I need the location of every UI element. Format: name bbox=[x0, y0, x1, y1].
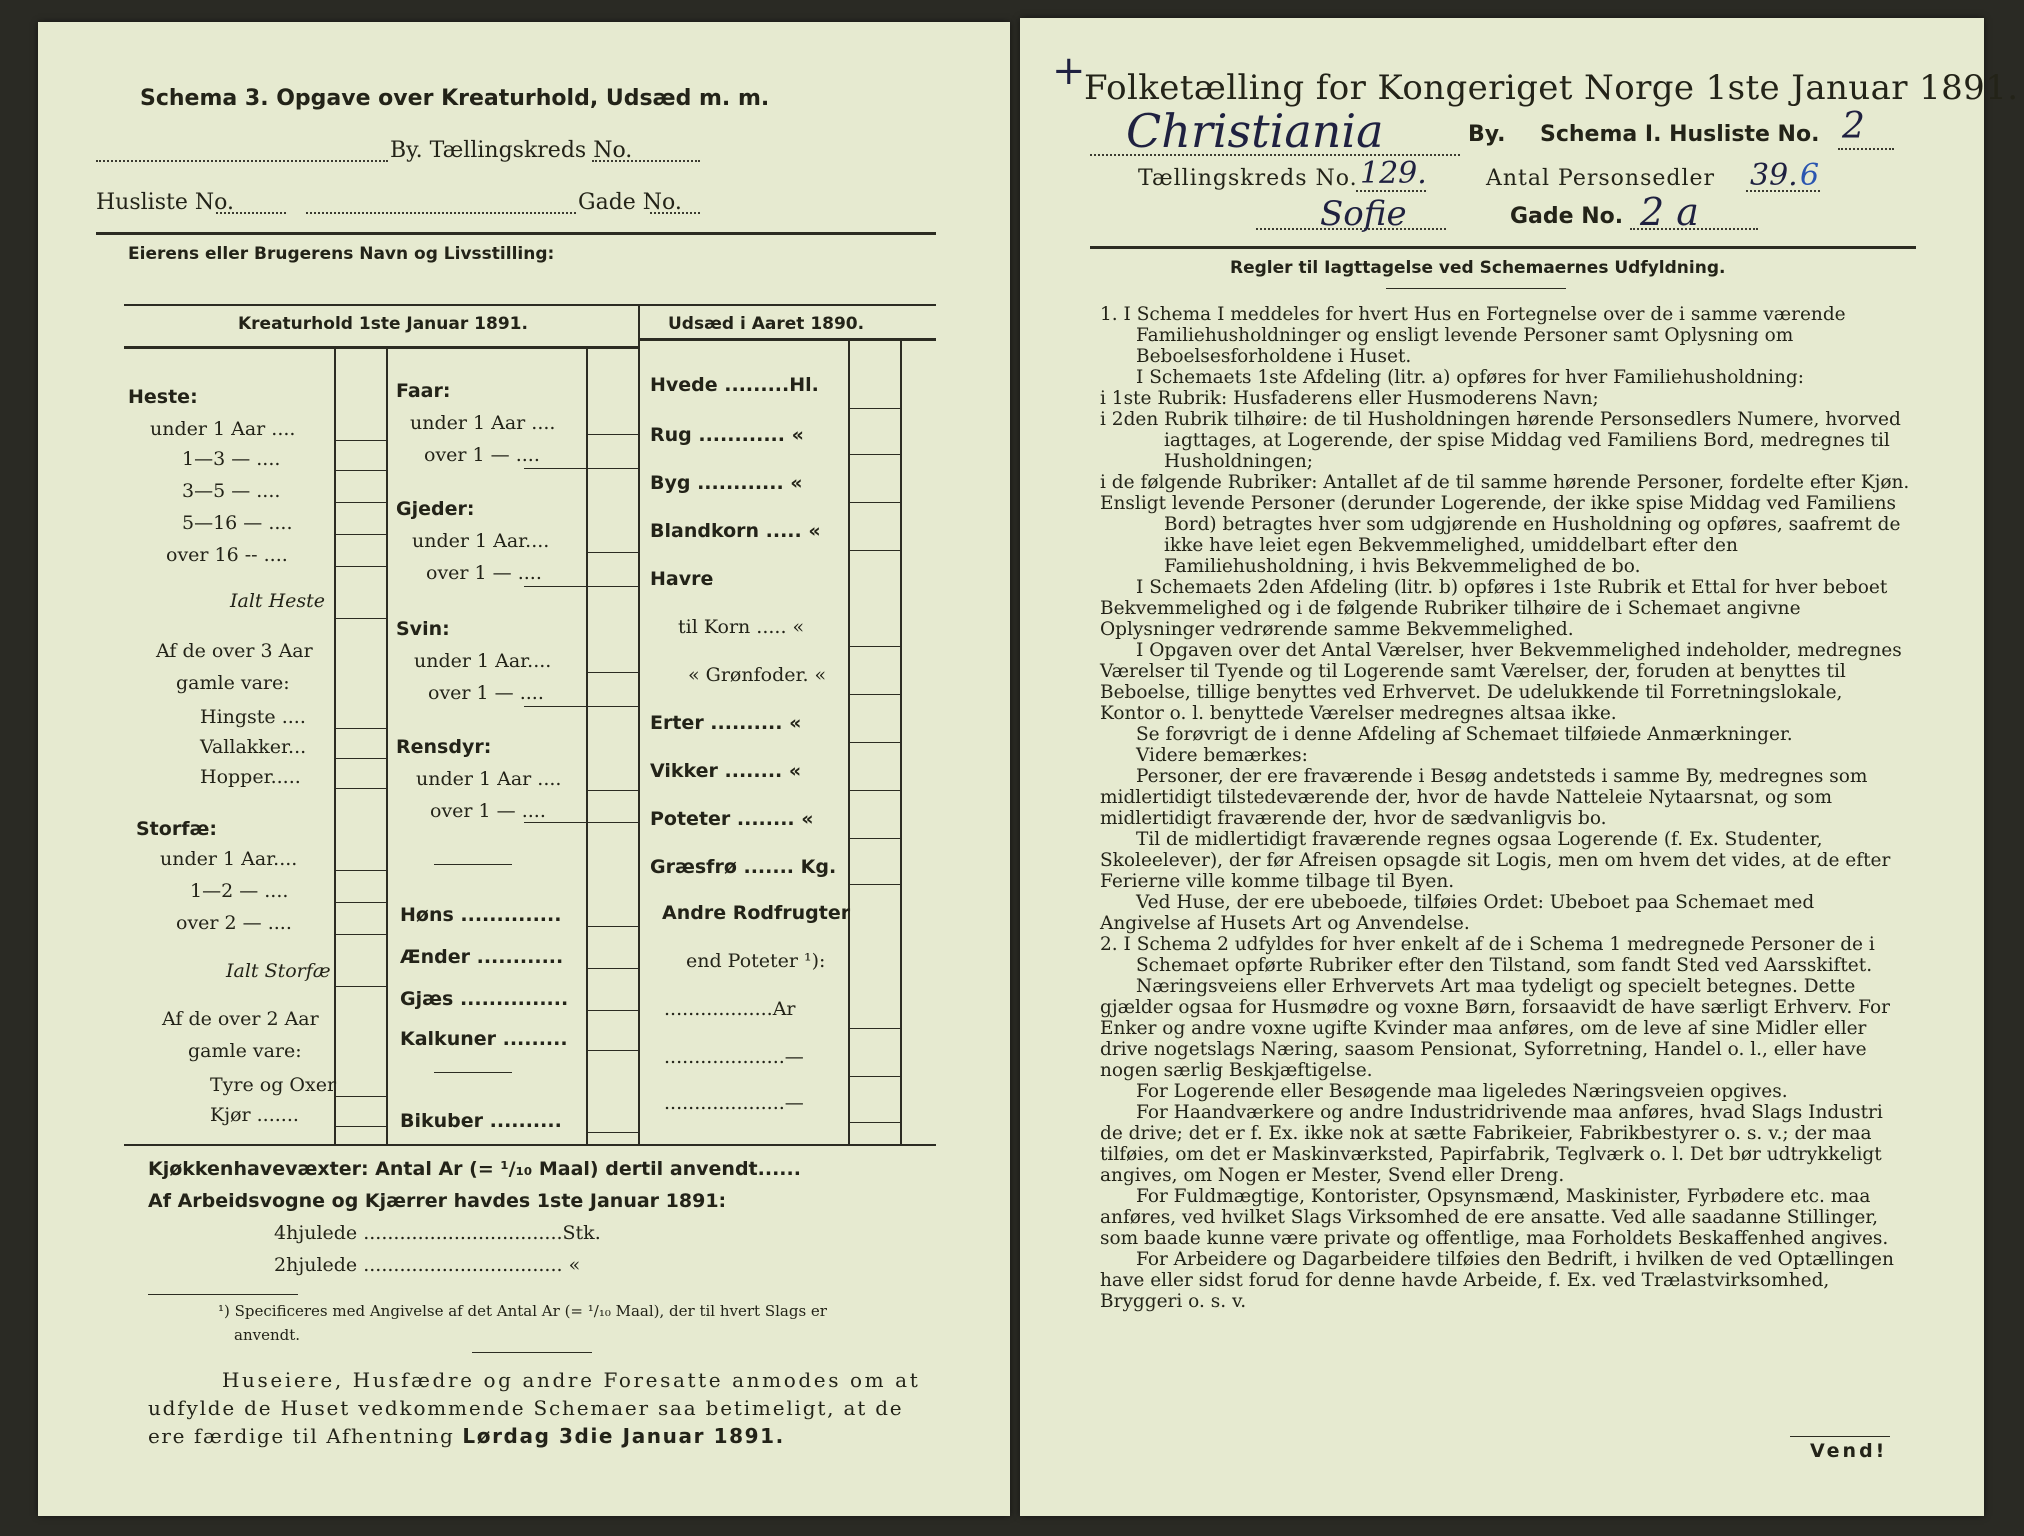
value-line bbox=[586, 552, 638, 553]
col1-row: 1—2 — .... bbox=[190, 880, 289, 902]
value-line bbox=[334, 934, 386, 935]
husliste-hand: 2 bbox=[1842, 106, 1865, 147]
vend-rule bbox=[1790, 1436, 1890, 1437]
col3-row: Erter .......... « bbox=[650, 712, 802, 734]
col2-row: Høns .............. bbox=[400, 904, 562, 926]
value-line bbox=[848, 694, 900, 695]
value-line bbox=[848, 1122, 900, 1123]
rule-paragraph: Næringsveiens eller Erhvervets Art maa tydeligt og specielt betegnes. Dette gjælder ogsaa for Husmødre og voxne Børn, forsaavidt de have særligt Erhverv. For Enker og andre voxne ugifte Kvinder maa anføres, om de leve af sine Midler eller drive nogetslags Næring, saasom Pensionat, Syforretning, Handel o. l., eller have nogen særlig Beskjæftigelse. bbox=[1100, 976, 1890, 1081]
left-page bbox=[38, 22, 1010, 1516]
rule-paragraph: i 2den Rubrik tilhøire: de til Husholdningen hørende Personsedlers Numere, hvorved iagttages, at Logerende, der spise Middag ved Familiens Bord, medregnes til Husholdningen; bbox=[1100, 409, 1901, 472]
regler-rule bbox=[1386, 288, 1566, 289]
eier-label: Eierens eller Brugerens Navn og Livsstilling: bbox=[128, 244, 555, 264]
antal-blue-hand: 6 bbox=[1800, 158, 1820, 193]
rule-paragraph: For Arbeidere og Dagarbeidere tilføies den Bedrift, i hvilken de ved Optællingen have eller sidst forud for denne havde Arbeide, f. Ex. ved Trælastvirksomhed, Bryggeri o. s. v. bbox=[1100, 1249, 1894, 1312]
closing-date: Lørdag 3die Januar 1891. bbox=[462, 1424, 785, 1448]
col2-row: Svin: bbox=[396, 618, 450, 640]
col3-row: Poteter ........ « bbox=[650, 808, 814, 830]
husliste-blank bbox=[216, 212, 286, 214]
col3-row: Rug ............ « bbox=[650, 424, 804, 446]
col2-row: under 1 Aar.... bbox=[414, 650, 552, 672]
street-blank bbox=[306, 212, 576, 214]
right-page bbox=[1020, 18, 2019, 1516]
value-line bbox=[524, 822, 638, 823]
col2-row: Bikuber .......... bbox=[400, 1110, 562, 1132]
antal-hand: 39. bbox=[1750, 158, 1798, 193]
gade-blank bbox=[650, 212, 700, 214]
col2-row: over 1 — .... bbox=[430, 800, 546, 822]
left-title: Schema 3. Opgave over Kreaturhold, Udsæd m. m. bbox=[140, 86, 770, 111]
gade-label: Gade No. bbox=[578, 190, 682, 215]
value-line bbox=[334, 758, 386, 759]
col1-row: Hingste .... bbox=[200, 706, 306, 728]
rule-paragraph: I Schemaets 1ste Afdeling (litr. a) opføres for hver Familiehusholdning: bbox=[1136, 367, 1804, 388]
city-hand: Christiania bbox=[1126, 104, 1384, 158]
table-top-rule bbox=[124, 304, 936, 306]
col2-row: over 1 — .... bbox=[424, 444, 540, 466]
col3-row: Byg ............ « bbox=[650, 472, 803, 494]
kjokken-text: Kjøkkenhavevæxter: Antal Ar (= ¹/₁₀ Maal) dertil anvendt...... bbox=[148, 1158, 801, 1180]
rule-paragraph: I Schemaets 2den Afdeling (litr. b) opføres i 1ste Rubrik et Ettal for hver beboet Bekvemmelighed og i de følgende Rubriker tilhøire de i Schemaet angivne Oplysninger vedrørende samme Bekvemmelighed. bbox=[1100, 577, 1888, 640]
col2-row: under 1 Aar .... bbox=[410, 412, 556, 434]
col3-row: end Poteter ¹): bbox=[686, 950, 826, 972]
value-line bbox=[524, 468, 638, 469]
rule-paragraph: i 1ste Rubrik: Husfaderens eller Husmoderens Navn; bbox=[1100, 388, 1599, 409]
value-line bbox=[586, 790, 638, 791]
col1-row: 3—5 — .... bbox=[182, 480, 281, 502]
col1-row: Hopper..... bbox=[200, 766, 301, 788]
closing-text: ere færdige til Afhentning bbox=[148, 1424, 455, 1448]
udsaed-header: Udsæd i Aaret 1890. bbox=[668, 314, 865, 334]
col3-row: Græsfrø ....... Kg. bbox=[650, 856, 837, 878]
kreatur-header: Kreaturhold 1ste Januar 1891. bbox=[238, 314, 528, 334]
col2-row: Ænder ............ bbox=[400, 946, 564, 968]
rule-paragraph: Personer, der ere fraværende i Besøg andetsteds i samme By, medregnes som midlertidigt tilstedeværende der, hvor de havde Natteleie Nytaarsnat, og som midlertidigt fraværende der, hvor de sædvanligvis bo. bbox=[1100, 766, 1868, 829]
value-line bbox=[524, 706, 638, 707]
col3-row: Havre bbox=[650, 568, 714, 590]
kjokken-line bbox=[148, 1158, 801, 1180]
value-line bbox=[848, 502, 900, 503]
rule-paragraph: I Opgaven over det Antal Værelser, hver Bekvemmelighed indeholder, medregnes Værelser til Tyende og til Logerende samt Værelser, der, foruden at benyttes til Beboelse, tillige benyttes ved Erhvervet. De udelukkende til Forretningslokale, Kontor o. l. benyttede Værelser medregnes altsaa ikke. bbox=[1100, 640, 1902, 724]
value-line bbox=[334, 788, 386, 789]
cross-mark: + bbox=[1052, 48, 1086, 94]
rule-paragraph: Ved Huse, der ere ubeboede, tilføies Ordet: Ubeboet paa Schemaet med Angivelse af Husets Art og Anvendelse. bbox=[1100, 892, 1815, 934]
col2-row: Gjeder: bbox=[396, 498, 475, 520]
col1-row: Af de over 2 Aar bbox=[162, 1008, 319, 1030]
col1-row: under 1 Aar.... bbox=[160, 848, 298, 870]
value-line bbox=[334, 566, 386, 567]
col1-row: Ialt Heste bbox=[230, 590, 326, 612]
col2-row: under 1 Aar .... bbox=[416, 768, 562, 790]
value-line bbox=[334, 502, 386, 503]
col2-row: over 1 — .... bbox=[426, 562, 542, 584]
rule-paragraph: For Haandværkere og andre Industridrivende maa anføres, hvad Slags Industri de drive; det er f. Ex. ikke nok at sætte Fabrikeier, Fabrikbestyrer o. s. v.; der maa tilføies, om det er Maskinværksted, Papirfabrik, Teglværk o. l. Det bør udtrykkeligt angives, om Nogen er Mester, Svend eller Dreng. bbox=[1100, 1102, 1883, 1186]
col2-row: over 1 — .... bbox=[428, 682, 544, 704]
separator bbox=[434, 1072, 512, 1073]
value-line bbox=[848, 884, 900, 885]
value-line bbox=[334, 534, 386, 535]
col3-row: Vikker ........ « bbox=[650, 760, 802, 782]
value-line bbox=[524, 586, 638, 587]
rule-paragraph: For Fuldmægtige, Kontorister, Opsynsmænd, Maskinister, Fyrbødere etc. maa anføres, ved hvilket Slags Virksomhed de ere ansatte. Ved alle saadanne Stillinger, som baade kunne være private og offentlige, maa Forholdets Beskaffenhed angives. bbox=[1100, 1186, 1889, 1249]
husliste-blank bbox=[1838, 148, 1894, 150]
closing-line-3 bbox=[148, 1424, 785, 1448]
hjul4-line: 4hjulede .................................Stk. bbox=[274, 1222, 601, 1244]
by-blank bbox=[96, 160, 388, 162]
rule-paragraph: Til de midlertidigt fraværende regnes ogsaa Logerende (f. Ex. Studenter, Skoleelever), der før Afreisen opsagde sit Logis, men om hvem det vides, at de efter Ferierne ville komme tilbage til Byen. bbox=[1100, 829, 1891, 892]
col1-row: under 1 Aar .... bbox=[150, 418, 296, 440]
col3-right-divider bbox=[900, 340, 902, 1144]
col1-row: Ialt Storfæ bbox=[226, 960, 331, 982]
value-line bbox=[848, 1076, 900, 1077]
col1-value-divider bbox=[386, 348, 388, 1144]
col2-row: Gjæs ............... bbox=[400, 988, 569, 1010]
closing-rule bbox=[472, 1352, 592, 1353]
col1-row: Af de over 3 Aar bbox=[156, 640, 313, 662]
col2-row: under 1 Aar.... bbox=[412, 530, 550, 552]
col3-row: « Grønfoder. « bbox=[688, 664, 827, 686]
street-hand: Sofie bbox=[1320, 194, 1407, 234]
rule-paragraph: i de følgende Rubriker: Antallet af de til samme hørende Personer, fordelte efter Kjøn. bbox=[1100, 472, 1910, 493]
col2-row: Rensdyr: bbox=[396, 736, 492, 758]
by-label: By. bbox=[1468, 122, 1506, 147]
col1-row: Vallakker... bbox=[200, 736, 307, 758]
footnote-line-2: anvendt. bbox=[234, 1326, 301, 1344]
value-line bbox=[334, 618, 386, 619]
kreds-label: Tællingskreds No. bbox=[1138, 166, 1358, 191]
closing-line-2: udfylde de Huset vedkommende Schemaer saa betimeligt, at de bbox=[148, 1396, 904, 1420]
value-line bbox=[334, 986, 386, 987]
closing-line-1: Huseiere, Husfædre og andre Foresatte anmodes om at bbox=[222, 1368, 921, 1392]
col1-row: 5—16 — .... bbox=[182, 512, 293, 534]
footnote-line-1: ¹) Specificeres med Angivelse af det Antal Ar (= ¹/₁₀ Maal), der til hvert Slags er bbox=[218, 1302, 827, 1320]
gade-label: Gade No. bbox=[1510, 204, 1624, 229]
col1-row: gamle vare: bbox=[188, 1040, 302, 1062]
kreds-hand: 129. bbox=[1360, 156, 1427, 191]
col1-row: Tyre og Oxer bbox=[210, 1074, 337, 1096]
gade-hand: 2 a bbox=[1640, 190, 1699, 234]
col1-row: gamle vare: bbox=[176, 672, 290, 694]
rules-text bbox=[1100, 304, 1910, 1312]
col1-row: 1—3 — .... bbox=[182, 448, 281, 470]
value-line bbox=[334, 1096, 386, 1097]
value-line bbox=[586, 926, 638, 927]
col3-row: Blandkorn ..... « bbox=[650, 520, 821, 542]
kreds-blank bbox=[592, 160, 700, 162]
antal-label: Antal Personsedler bbox=[1486, 166, 1716, 191]
value-line bbox=[848, 790, 900, 791]
col1-row: Storfæ: bbox=[136, 818, 217, 840]
rule-paragraph: For Logerende eller Besøgende maa ligeledes Næringsveien opgives. bbox=[1136, 1081, 1788, 1102]
right-title: Folketælling for Kongeriget Norge 1ste Januar 1891. bbox=[1084, 68, 2019, 108]
value-line bbox=[334, 870, 386, 871]
value-line bbox=[334, 470, 386, 471]
value-line bbox=[334, 902, 386, 903]
value-line bbox=[334, 728, 386, 729]
col1-row: Kjør ....... bbox=[210, 1104, 299, 1126]
rule-paragraph: Se forøvrigt de i denne Afdeling af Schemaet tilføiede Anmærkninger. bbox=[1136, 724, 1793, 745]
by-label: By. Tællingskreds No. bbox=[390, 138, 633, 163]
value-line bbox=[586, 968, 638, 969]
col2-row: Faar: bbox=[396, 380, 451, 402]
vend-label: Vend! bbox=[1810, 1440, 1888, 1462]
col3-row: ....................— bbox=[664, 1046, 804, 1068]
value-line bbox=[586, 1132, 638, 1133]
husliste-label: Husliste No. bbox=[96, 190, 234, 215]
value-line bbox=[586, 434, 638, 435]
separator bbox=[434, 864, 512, 865]
value-line bbox=[848, 1028, 900, 1029]
col3-row: ..................Ar bbox=[664, 998, 796, 1020]
value-line bbox=[586, 1050, 638, 1051]
col3-row: ....................— bbox=[664, 1092, 804, 1114]
rule-paragraph: 2. I Schema 2 udfyldes for hver enkelt af de i Schema 1 medregnede Personer de i Schemaet opførte Rubriker efter den Tilstand, som fandt Sted ved Aarsskiftet. bbox=[1100, 934, 1875, 976]
arbeidsvogne-line: Af Arbeidsvogne og Kjærrer havdes 1ste Januar 1891: bbox=[148, 1190, 727, 1212]
col1-divider bbox=[334, 348, 336, 1144]
col3-row: til Korn ..... « bbox=[678, 616, 805, 638]
schema-label: Schema I. Husliste No. bbox=[1540, 122, 1820, 147]
value-line bbox=[848, 408, 900, 409]
udsaed-header-rule bbox=[638, 338, 936, 341]
rule-paragraph: 1. I Schema I meddeles for hvert Hus en Fortegnelse over de i samme værende Familiehusholdninger og ensligt levende Personer samt Oplysning om Beboelsesforholdene i Huset. bbox=[1100, 304, 1846, 367]
value-line bbox=[586, 1010, 638, 1011]
udsaed-divider bbox=[638, 304, 640, 1144]
value-line bbox=[848, 742, 900, 743]
col1-row: over 2 — .... bbox=[176, 912, 292, 934]
value-line bbox=[848, 550, 900, 551]
col1-row: Heste: bbox=[128, 386, 198, 408]
header-rule bbox=[96, 232, 936, 235]
value-line bbox=[586, 672, 638, 673]
value-line bbox=[334, 1126, 386, 1127]
table-bottom-rule bbox=[124, 1144, 936, 1146]
col2-row: Kalkuner ......... bbox=[400, 1028, 568, 1050]
rule-paragraph: Ensligt levende Personer (derunder Logerende, der ikke spise Middag ved Familiens Bord) betragtes hver som udgjørende en Husholdning og opføres, saafremt de ikke have leiet egen Bekvemmelighed, umiddelbart efter den Familiehusholdning, i hvis Bekvemmelighed de bo. bbox=[1100, 493, 1901, 577]
footnote-rule bbox=[148, 1294, 298, 1295]
hjul2-line: 2hjulede ................................. « bbox=[274, 1254, 581, 1276]
header-rule bbox=[1090, 246, 1916, 249]
value-line bbox=[334, 440, 386, 441]
regler-title: Regler til Iagttagelse ved Schemaernes Udfyldning. bbox=[1230, 258, 1726, 278]
value-line bbox=[848, 646, 900, 647]
col3-row: Hvede .........Hl. bbox=[650, 374, 819, 396]
value-line bbox=[848, 838, 900, 839]
rule-paragraph: Videre bemærkes: bbox=[1136, 745, 1308, 766]
kreatur-header-rule bbox=[124, 346, 638, 349]
value-line bbox=[848, 454, 900, 455]
col3-row: Andre Rodfrugter bbox=[662, 902, 851, 924]
col1-row: over 16 -- .... bbox=[166, 544, 288, 566]
